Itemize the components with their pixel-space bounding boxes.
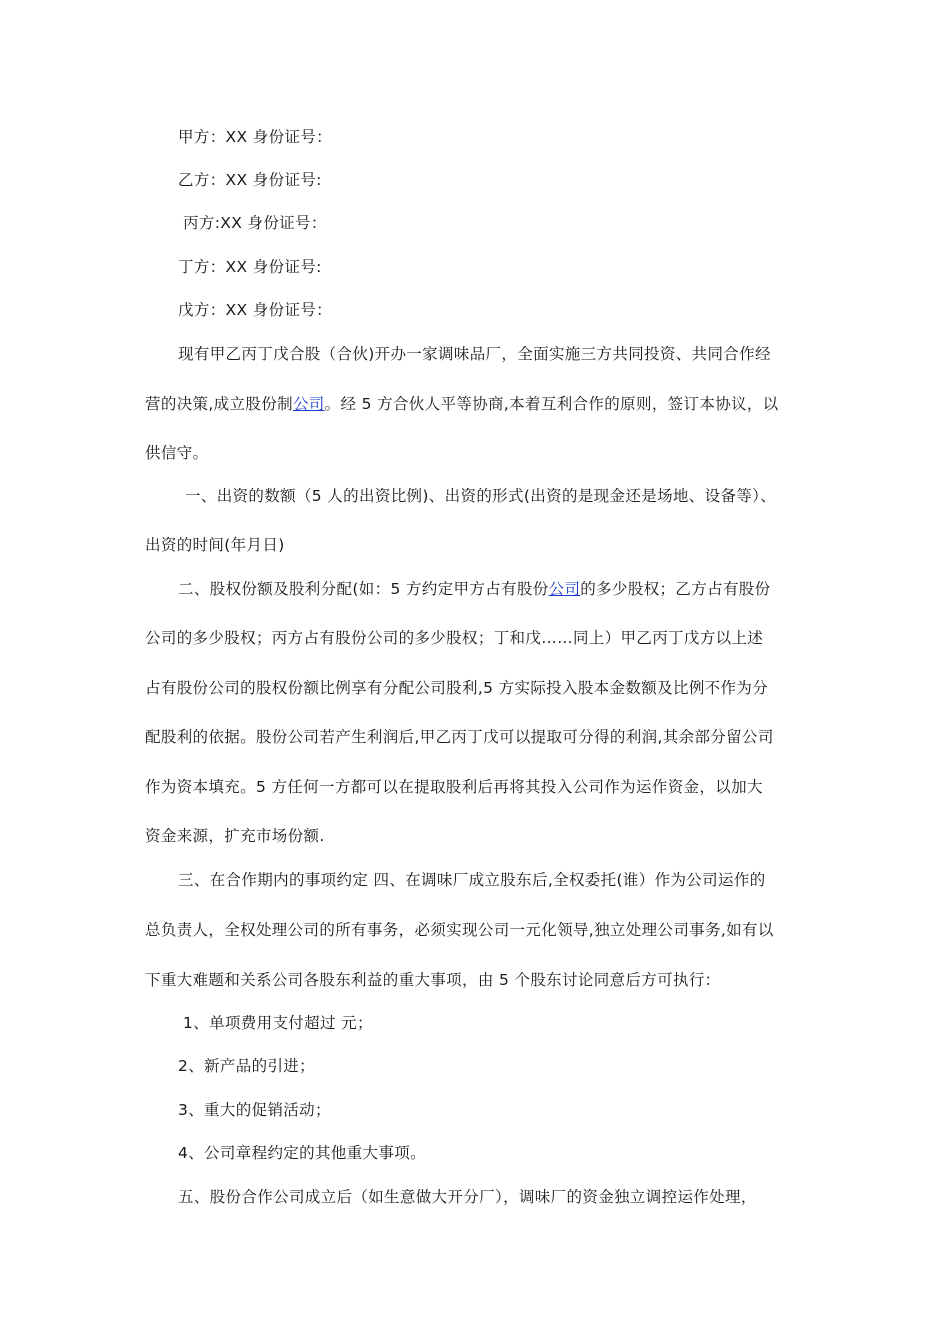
section-3-line-1: 三、在合作期内的事项约定 四、在调味厂成立股东后,全权委托(谁）作为公司运作的 [178,871,766,889]
section-2-line-1-text-b: 的多少股权；乙方占有股份 [580,580,771,598]
section-2-line-3: 占有股份公司的股权份额比例享有分配公司股利,5 方实际投入股本金数额及比例不作为分 [145,679,769,697]
party-yi-line: 乙方：XX 身份证号: [178,171,322,189]
intro-line-3: 供信守。 [145,444,209,462]
section-2-line-5: 作为资本填充。5 方任何一方都可以在提取股利后再将其投入公司作为运作资金，以加大 [145,778,763,796]
section-1-line-2: 出资的时间(年月日) [145,536,285,554]
party-bing-line: 丙方:XX 身份证号： [183,214,327,232]
party-wu-line: 戊方：XX 身份证号： [178,301,333,319]
company-link[interactable]: 公司 [292,395,325,413]
section-2-line-1 [178,579,771,599]
section-2-line-2: 公司的多少股权；丙方占有股份公司的多少股权；丁和戊……同上）甲乙丙丁戊方以上述 [145,629,764,647]
intro-line-1: 现有甲乙丙丁戊合股（合伙)开办一家调味品厂，全面实施三方共同投资、共同合作经 [178,345,771,363]
company-link-2[interactable]: 公司 [548,580,581,598]
section-2-line-6: 资金来源，扩充市场份额. [145,827,325,845]
party-ding-line: 丁方：XX 身份证号: [178,258,322,276]
section-2-line-1-text-a: 二、股权份额及股利分配(如：5 方约定甲方占有股份 [178,580,549,598]
party-jia-line: 甲方：XX 身份证号： [178,128,333,146]
list-item-1: 1、单项费用支付超过 元； [183,1014,373,1032]
intro-line-2-text-b: 。经 5 方合伙人平等协商,本着互利合作的原则，签订本协议，以 [324,395,779,413]
list-item-4: 4、公司章程约定的其他重大事项。 [178,1144,426,1162]
intro-line-2-text-a: 营的决策,成立股份制 [145,395,293,413]
section-1-line-1: 一、出资的数额（5 人的出资比例)、出资的形式(出资的是现金还是场地、设备等）、 [185,487,777,505]
section-2-line-4: 配股利的依据。股份公司若产生利润后,甲乙丙丁戊可以提取可分得的利润,其余部分留公司 [145,728,774,746]
section-3-line-2: 总负责人，全权处理公司的所有事务，必须实现公司一元化领导,独立处理公司事务,如有以 [145,921,774,939]
list-item-2: 2、新产品的引进； [178,1057,316,1075]
section-3-line-3: 下重大难题和关系公司各股东利益的重大事项，由 5 个股东讨论同意后方可执行： [145,971,721,989]
list-item-3: 3、重大的促销活动； [178,1101,331,1119]
intro-line-2 [145,394,779,414]
section-5-line-1: 五、股份合作公司成立后（如生意做大开分厂），调味厂的资金独立调控运作处理， [178,1188,757,1206]
